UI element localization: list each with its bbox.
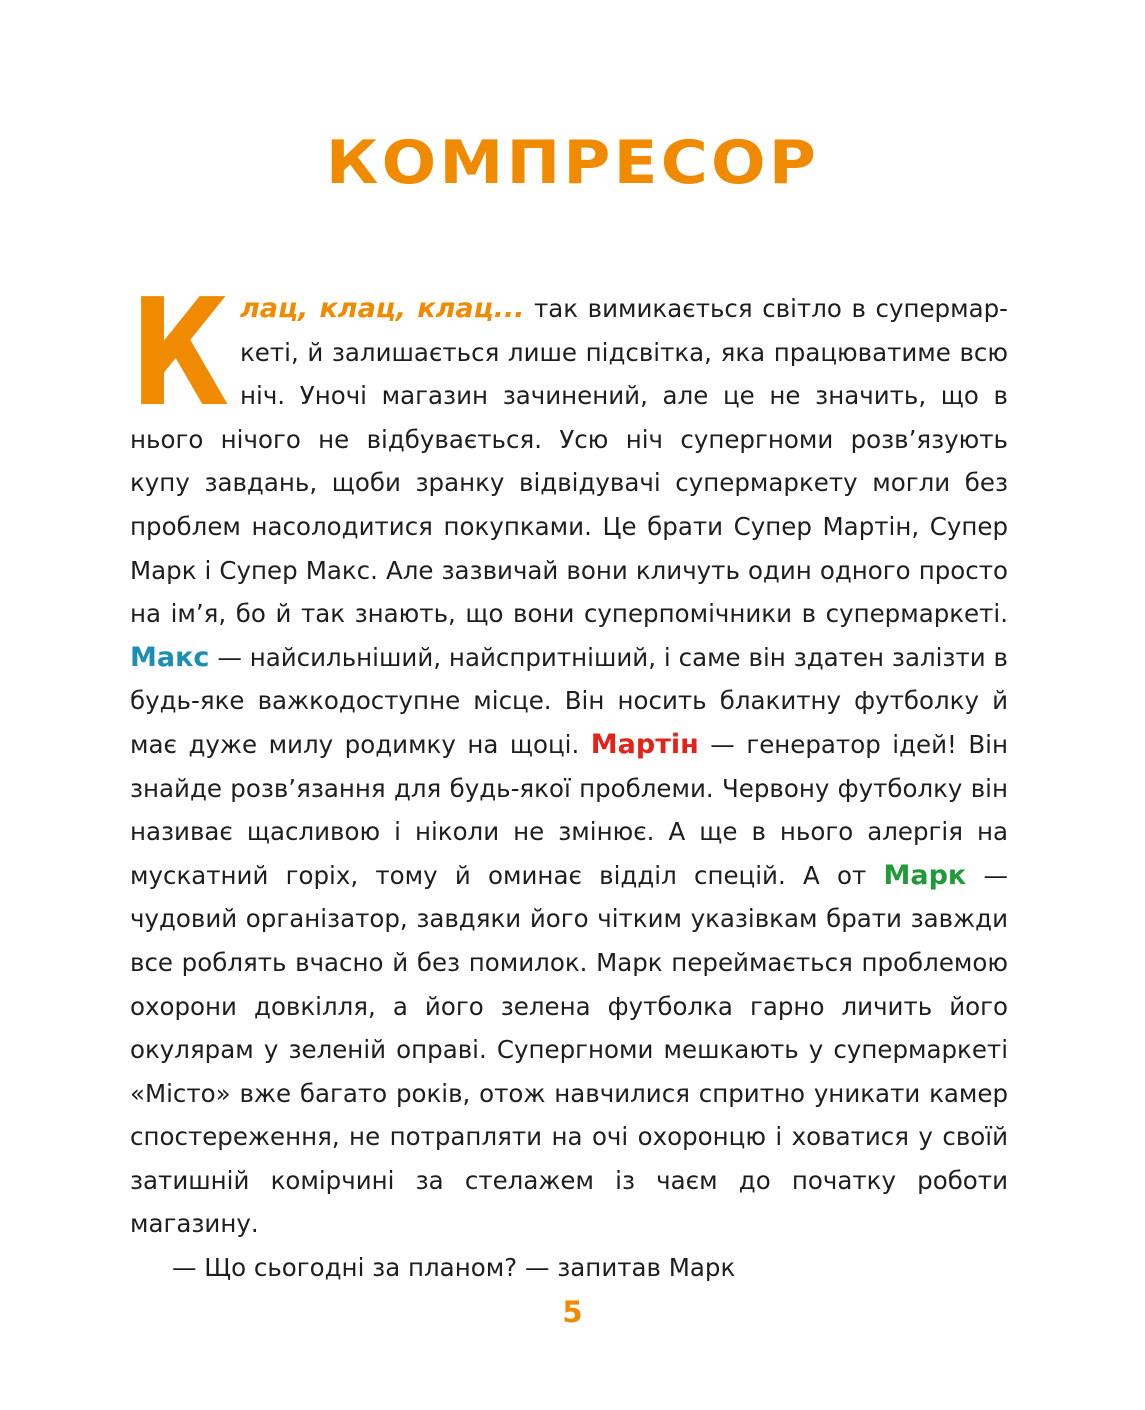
chapter-title: КОМПРЕСОР [325,128,820,198]
character-name-martin: Мартін [590,728,699,760]
character-name-max: Макс [130,641,210,673]
page-number: 5 [562,1295,583,1329]
chapter-body [130,267,1008,1290]
paragraph-text-2: — найсильніший, найспритніший, і саме він здатен залізти в будь-яке важкодоступне місце. Він носить блакитну футболку й має дуже милу родимку на щоці. [130,642,1008,759]
character-name-mark: Марк [883,859,967,891]
main-paragraph [130,267,1008,1246]
paragraph-text-3: — генератор ідей! Він знайде розв’язання для будь-якої проблеми. Червону футболку він називає щасливою і ніколи не змінює. А ще в нього алергія на мускатний горіх, тому й оминає відділ спецій. А от [130,729,1008,890]
dialogue-line: — Що сьогодні за планом? — запитав Марк [172,1253,736,1283]
drop-cap-letter: К [130,267,230,439]
paragraph-text-4: — чудовий організатор, завдяки його чітким указівкам брати завжди все роблять вчасно й без помилок. Марк переймається проблемою охорони довкілля, а його зелена футболка гарно личить його окулярам у зеленій оправі. Супергноми мешкають у супермаркеті «Місто» вже багато років, отож навчилися спритно уникати камер спостереження, не потрапляти на очі охоронцю і ховатися у своїй затишній комірчині за стелажем із чаєм до початку роботи магазину. [130,860,1008,1239]
lead-in-phrase: лац, клац, клац... [240,293,525,324]
paragraph-text-1: так вимикається світло в супермаркеті, й залишається лише підсвітка, яка працюватиме всю ніч. Уночі магазин зачинений, але це не значить, що в нього нічого не відбувається. Усю ніч супергноми розв’язують купу завдань, щоби зранку відвідувачі супермаркету могли без проблем насолодитися покупками. Це брати Супер Мартін, Супер Марк і Супер Макс. Але зазвичай вони кличуть один одного просто на ім’я, бо й так знають, що вони суперпомічники в супермаркеті. [130,294,1008,629]
